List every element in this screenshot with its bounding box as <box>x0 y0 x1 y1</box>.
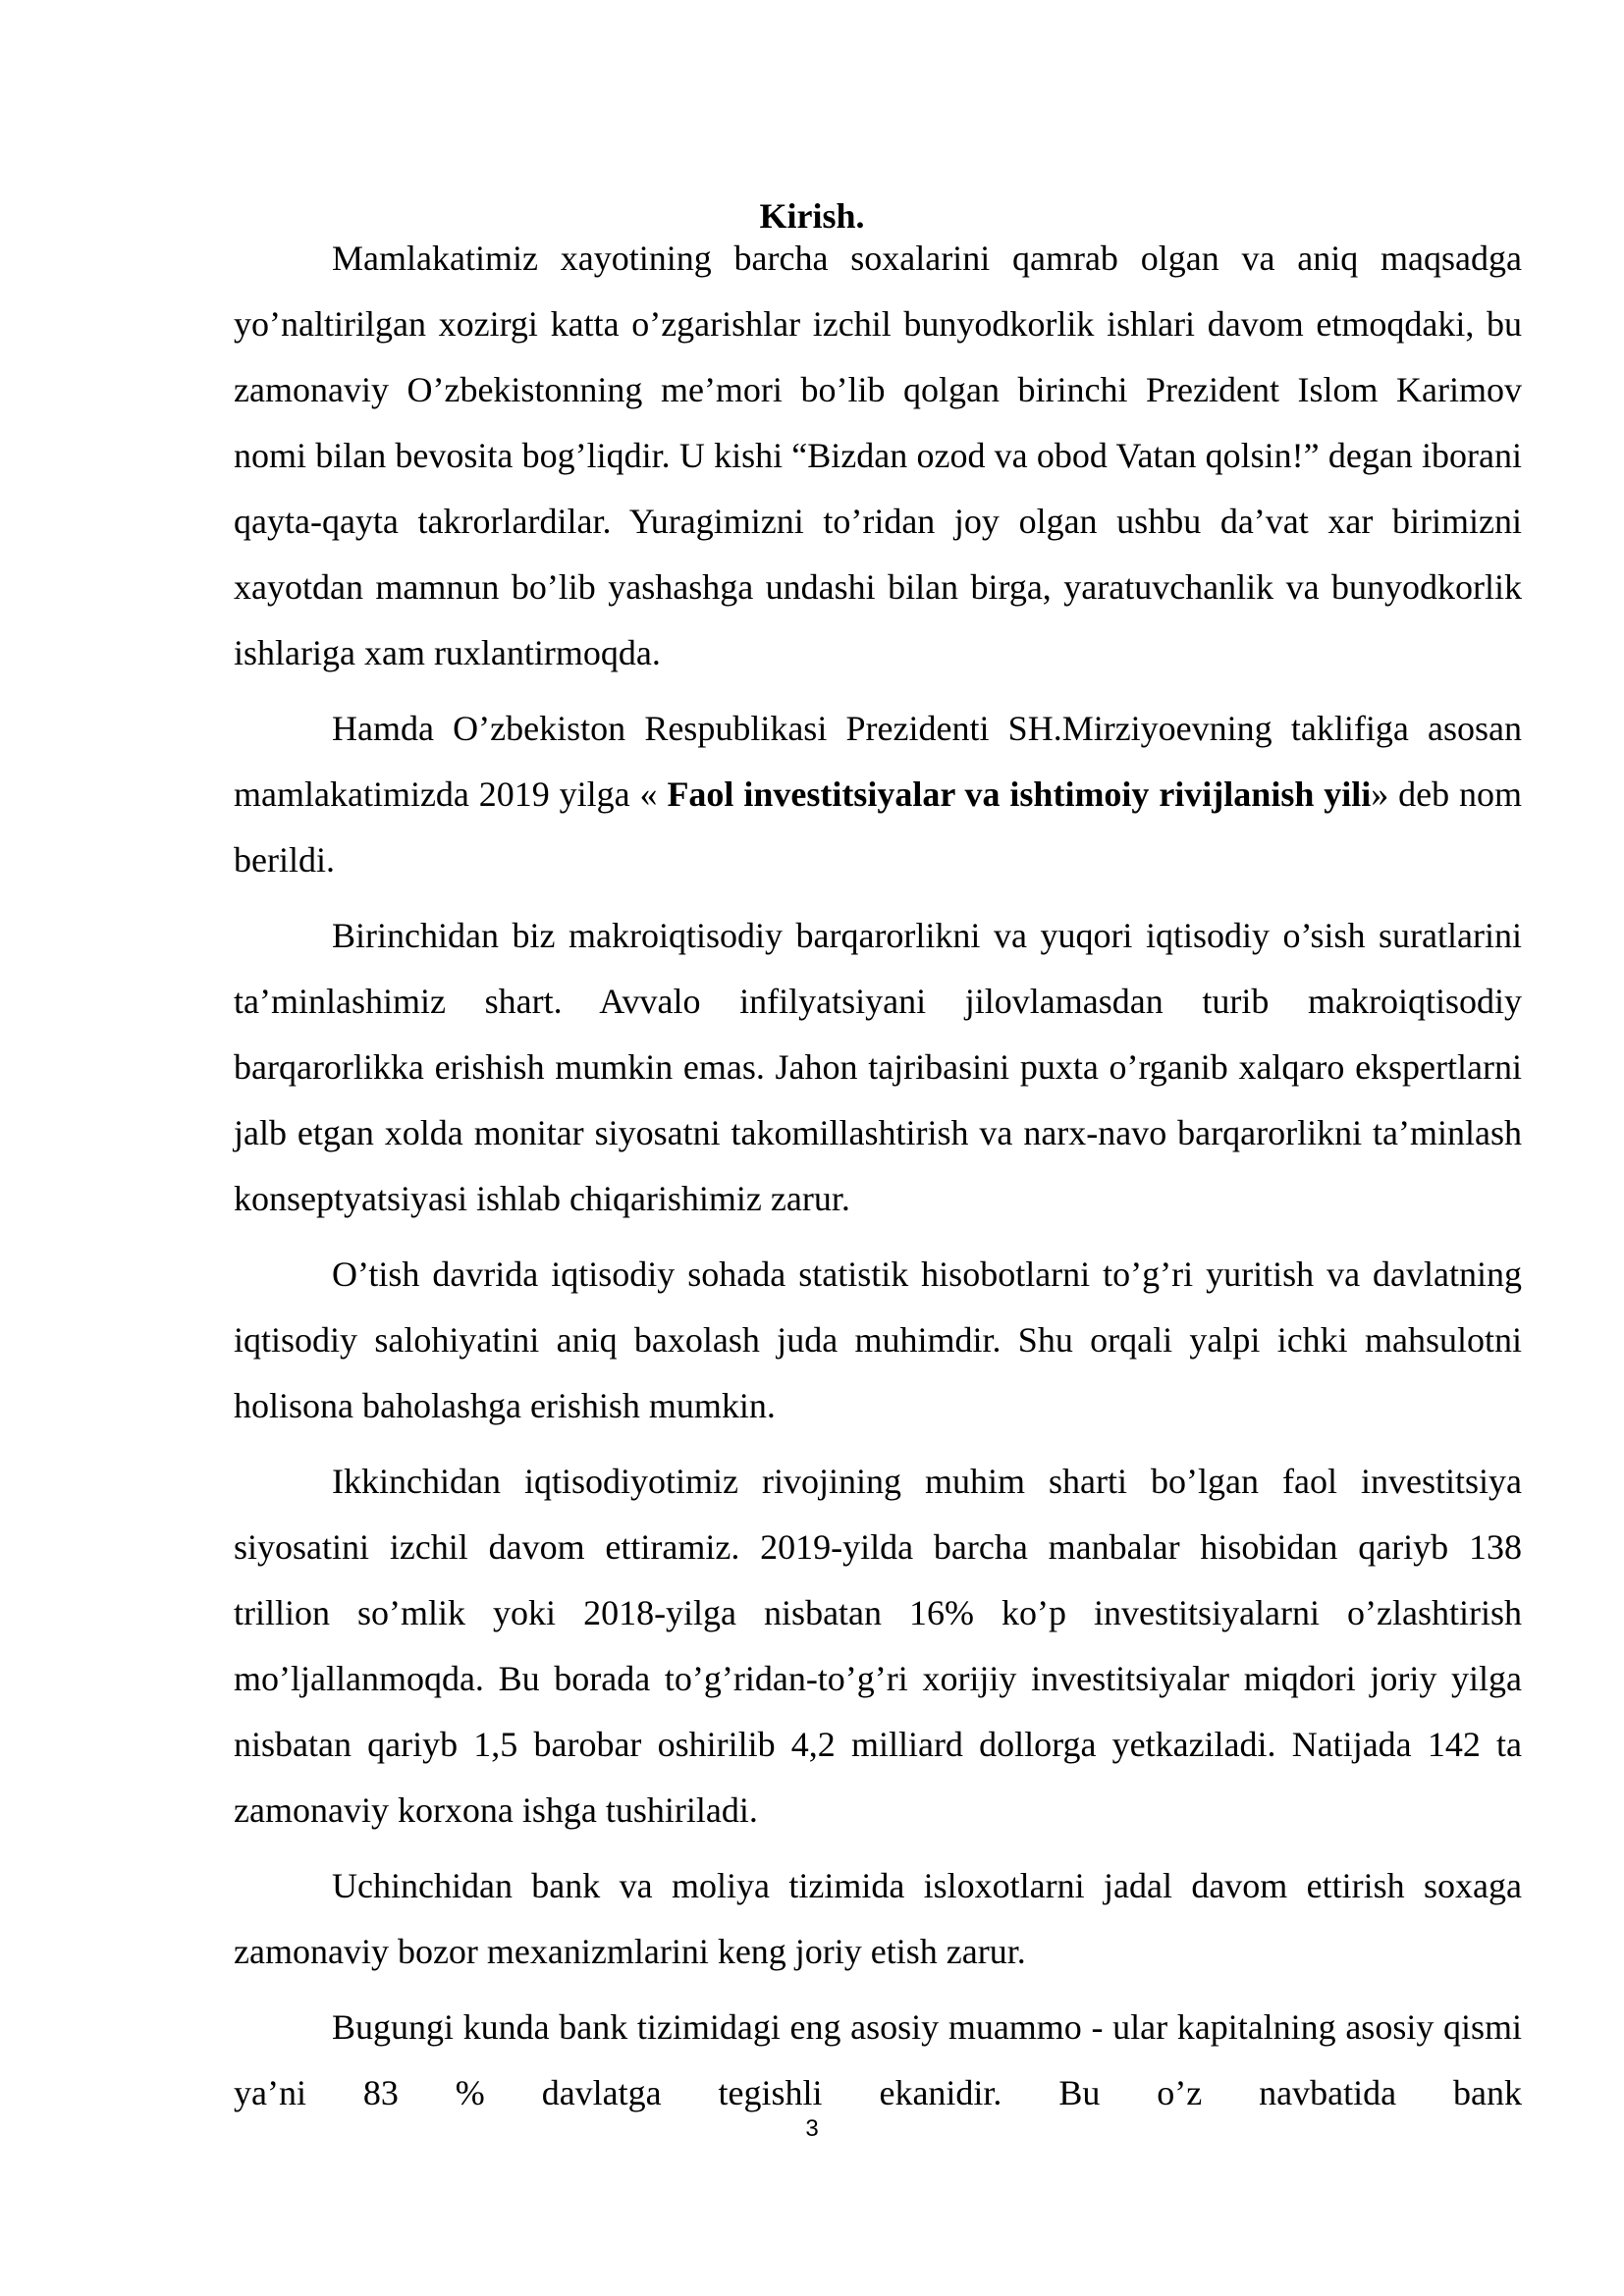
paragraph-year-name <box>234 696 1522 893</box>
paragraph-year-name-before: Hamda O’zbekiston Respublikasi Prezidenti SH.Mirziyoevning taklifiga asosan mamlakatimizda 2019 yilga « <box>234 709 1522 814</box>
paragraph-third: Uchinchidan bank va moliya tizimida isloxotlarni jadal davom ettirish soxaga zamonaviy bozor mexanizmlarini keng joriy etish zarur. <box>234 1866 1522 1971</box>
paragraph-first: Birinchidan biz makroiqtisodiy barqarorlikni va yuqori iqtisodiy o’sish suratlarini ta’minlashimiz shart. Avvalo infilyatsiyani jilovlamasdan turib makroiqtisodiy barqarorlikka erishish mumkin emas. Jahon tajribasini puxta o’rganib xalqaro ekspertlarni jalb etgan xolda monitar siyosatni takomillashtirish va narx-navo barqarorlikni ta’minlash konseptyatsiyasi ishlab chiqarishimiz zarur. <box>234 916 1522 1218</box>
paragraph-second: Ikkinchidan iqtisodiyotimiz rivojining muhim sharti bo’lgan faol investitsiya siyosatini izchil davom ettiramiz. 2019-yilda barcha manbalar hisobidan qariyb 138 trillion so’mlik yoki 2018-yilga nisbatan 16% ko’p investitsiyalarni o’zlashtirish mo’ljallanmoqda. Bu borada to’g’ridan-to’g’ri xorijiy investitsiyalar miqdori joriy yilga nisbatan qariyb 1,5 barobar oshirilib 4,2 milliard dollorga yetkaziladi. Natijada 142 ta zamonaviy korxona ishga tushiriladi. <box>234 1462 1522 1830</box>
paragraph-transition: O’tish davrida iqtisodiy sohada statistik hisobotlarni to’g’ri yuritish va davlatning iqtisodiy salohiyatini aniq baxolash juda muhimdir. Shu orqali yalpi ichki mahsulotni holisona baholashga erishish mumkin. <box>234 1255 1522 1425</box>
paragraph-intro: Mamlakatimiz xayotining barcha soxalarini qamrab olgan va aniq maqsadga yo’naltirilgan xozirgi katta o’zgarishlar izchil bunyodkorlik ishlari davom etmoqdaki, bu zamonaviy O’zbekistonning me’mori bo’lib qolgan birinchi Prezident Islom Karimov nomi bilan bevosita bog’liqdir. U kishi “Bizdan ozod va obod Vatan qolsin!” degan iborani qayta-qayta takrorlardilar. Yuragimizni to’ridan joy olgan ushbu da’vat xar birimizni xayotdan mamnun bo’lib yashashga undashi bilan birga, yaratuvchanlik va bunyodkorlik ishlariga xam ruxlantirmoqda. <box>234 239 1522 672</box>
year-title-bold: Faol investitsiyalar va ishtimoiy rivijlanish yili <box>667 774 1372 814</box>
paragraph-banking: Bugungi kunda bank tizimidagi eng asosiy muammo - ular kapitalning asosiy qismi ya’ni 83 % davlatga tegishli ekanidir. Bu o’z navbatida bank <box>234 2007 1522 2112</box>
section-heading: Kirish. <box>759 196 865 236</box>
body-text <box>234 226 1522 2136</box>
paragraph-year-name-after: » deb nom berildi. <box>234 774 1523 880</box>
page-number: 3 <box>805 2115 819 2142</box>
